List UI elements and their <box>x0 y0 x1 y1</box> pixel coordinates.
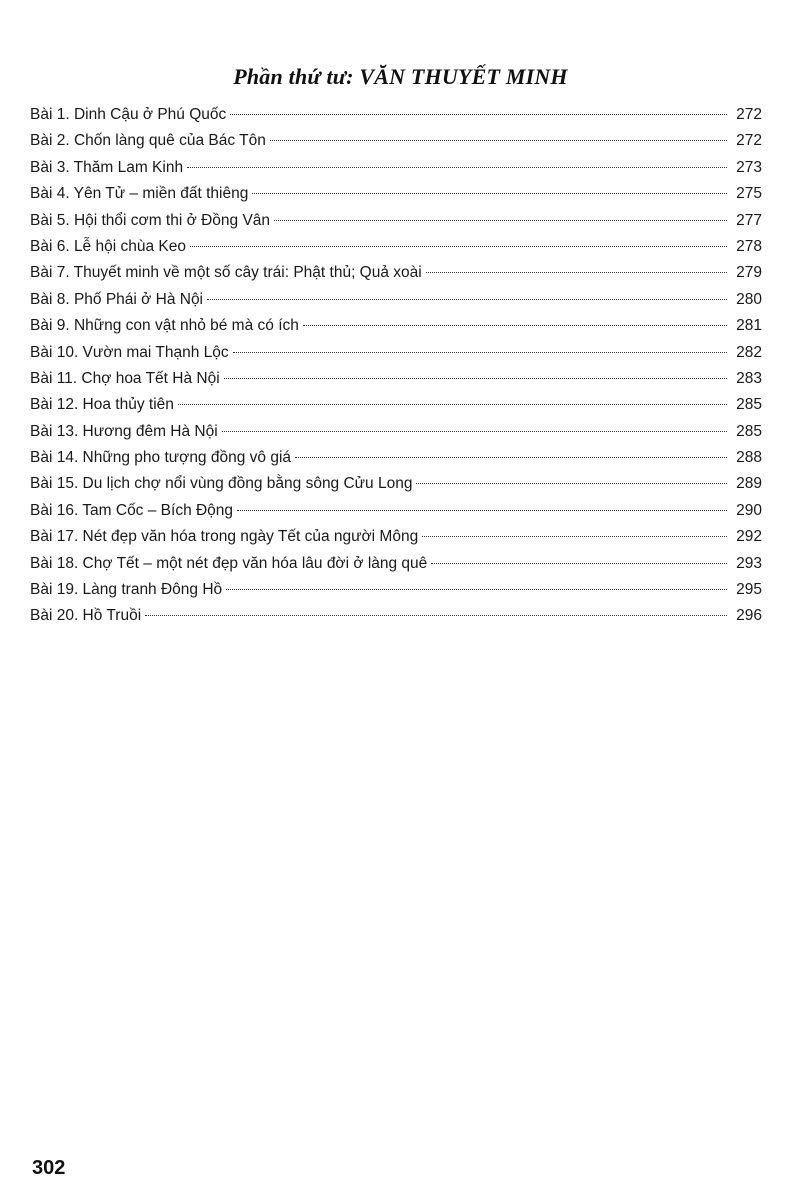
dot-leader <box>426 272 727 273</box>
toc-entry <box>30 603 762 629</box>
toc-entry-page: 295 <box>736 581 762 599</box>
dot-leader <box>431 563 727 564</box>
toc-entry-title: Bài 9. Những con vật nhỏ bé mà có ích <box>30 317 299 335</box>
toc-entry <box>30 260 762 286</box>
toc-entry-page: 272 <box>736 132 762 150</box>
dot-leader <box>233 352 727 353</box>
dot-leader <box>230 114 727 115</box>
dot-leader <box>207 299 727 300</box>
toc-entry-title: Bài 13. Hương đêm Hà Nội <box>30 422 218 440</box>
toc-entry-title: Bài 1. Dinh Cậu ở Phú Quốc <box>30 106 227 123</box>
toc-entry <box>30 155 762 181</box>
toc-entry-page: 273 <box>736 158 762 176</box>
dot-leader <box>422 536 727 537</box>
toc-entry-page: 289 <box>736 475 762 493</box>
toc-entry-page: 285 <box>736 422 762 440</box>
dot-leader <box>252 193 727 194</box>
toc-entry-title: Bài 14. Những pho tượng đồng vô giá <box>30 449 292 467</box>
toc-entry-title: Bài 7. Thuyết minh về một số cây trái: Phật thủ; Quả xoài <box>30 264 422 282</box>
dot-leader <box>295 457 727 458</box>
section-title: Phần thứ tư: VĂN THUYẾT MINH <box>233 64 568 89</box>
dot-leader <box>270 140 727 141</box>
toc-entry-page: 283 <box>736 369 762 387</box>
toc-entry-title: Bài 3. Thăm Lam Kinh <box>30 158 184 176</box>
toc-entry <box>30 313 762 339</box>
toc-entry-title: Bài 8. Phố Phái ở Hà Nội <box>30 290 204 308</box>
toc-entry-page: 296 <box>736 607 762 625</box>
toc-entry <box>30 551 762 577</box>
toc-entry <box>30 128 762 154</box>
toc-entry-page: 293 <box>736 554 762 572</box>
toc-entry <box>30 498 762 524</box>
toc-entry-title: Bài 18. Chợ Tết – một nét đẹp văn hóa lâu đời ở làng quê <box>30 554 428 572</box>
toc-entry <box>30 181 762 207</box>
toc-entry <box>30 208 762 234</box>
toc-entry-page: 278 <box>736 237 762 255</box>
toc-entry-title: Bài 5. Hội thổi cơm thi ở Đồng Vân <box>30 211 271 229</box>
toc-entry-page: 288 <box>736 449 762 467</box>
toc-entry <box>30 392 762 418</box>
toc-entry-page: 285 <box>736 396 762 414</box>
toc-entry-page: 272 <box>736 106 762 123</box>
dot-leader <box>416 483 727 484</box>
toc-entry <box>30 287 762 313</box>
toc-entry-title: Bài 16. Tam Cốc – Bích Động <box>30 501 234 519</box>
toc-entry <box>30 419 762 445</box>
toc-entry <box>30 524 762 550</box>
toc-entry-page: 281 <box>736 317 762 335</box>
dot-leader <box>145 615 727 616</box>
dot-leader <box>303 325 727 326</box>
toc-entry-title: Bài 10. Vườn mai Thạnh Lộc <box>30 343 229 361</box>
dot-leader <box>187 167 727 168</box>
toc-entry-title: Bài 4. Yên Tử – miền đất thiêng <box>30 185 249 203</box>
dot-leader <box>226 589 727 590</box>
toc-entry-page: 279 <box>736 264 762 282</box>
toc-entry-page: 292 <box>736 528 762 546</box>
toc-entry <box>30 234 762 260</box>
page-number: 302 <box>32 1157 66 1179</box>
toc-entry <box>30 577 762 603</box>
toc-entry-page: 290 <box>736 501 762 519</box>
dot-leader <box>224 378 727 379</box>
table-of-contents <box>30 102 762 630</box>
toc-entry <box>30 445 762 471</box>
toc-entry <box>30 102 762 128</box>
toc-entry-title: Bài 17. Nét đẹp văn hóa trong ngày Tết của người Mông <box>30 528 419 546</box>
dot-leader <box>190 246 727 247</box>
toc-entry <box>30 471 762 497</box>
dot-leader <box>237 510 727 511</box>
toc-entry-title: Bài 2. Chốn làng quê của Bác Tôn <box>30 132 266 150</box>
toc-entry-title: Bài 20. Hồ Truồi <box>30 607 142 625</box>
toc-entry <box>30 366 762 392</box>
toc-entry-page: 275 <box>736 185 762 203</box>
toc-entry <box>30 340 762 366</box>
toc-entry-title: Bài 6. Lễ hội chùa Keo <box>30 237 186 255</box>
toc-entry-title: Bài 11. Chợ hoa Tết Hà Nội <box>30 369 220 387</box>
toc-entry-title: Bài 12. Hoa thủy tiên <box>30 396 174 414</box>
toc-entry-page: 280 <box>736 290 762 308</box>
dot-leader <box>274 220 727 221</box>
toc-entry-title: Bài 15. Du lịch chợ nổi vùng đồng bằng sông Cửu Long <box>30 475 413 493</box>
toc-entry-page: 282 <box>736 343 762 361</box>
dot-leader <box>178 404 727 405</box>
dot-leader <box>222 431 727 432</box>
toc-entry-title: Bài 19. Làng tranh Đông Hồ <box>30 581 223 599</box>
toc-entry-page: 277 <box>736 211 762 229</box>
